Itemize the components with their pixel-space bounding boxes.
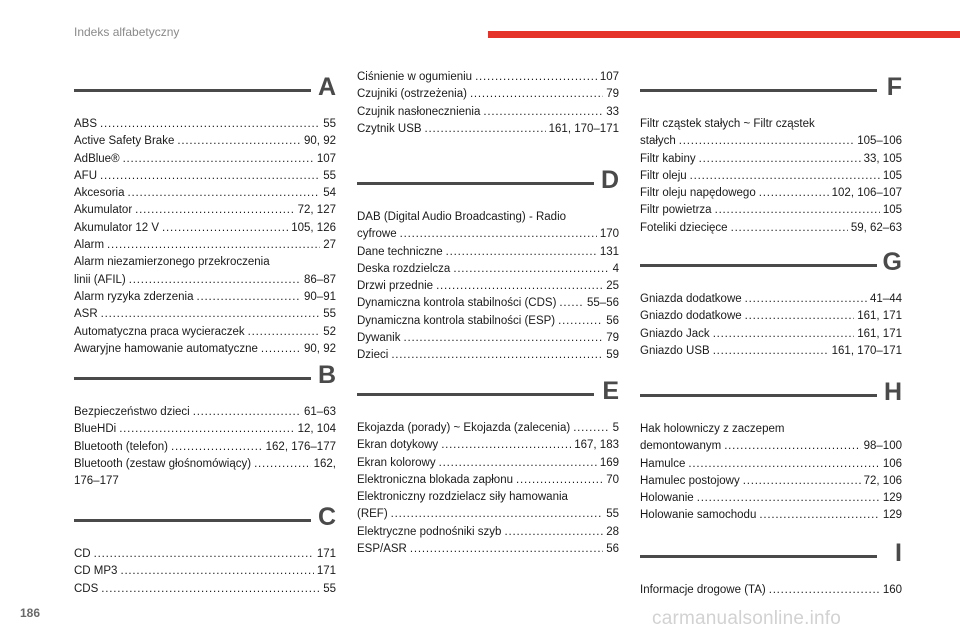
index-entry-page: 161, 170–171 [548, 122, 619, 135]
index-entry [357, 295, 619, 312]
index-entry-label: Ekran kolorowy [357, 456, 436, 469]
index-entry [74, 116, 336, 133]
index-entry-page: 162, 176–177 [265, 440, 336, 453]
dot-leader [425, 121, 546, 138]
dot-leader [724, 438, 860, 455]
index-entry-label: Czujnik nasłonecznienia [357, 105, 481, 118]
index-entry-page: 52 [323, 325, 336, 338]
section-entries [640, 291, 902, 360]
index-entry-label: Dynamiczna kontrola stabilności (ESP) [357, 314, 556, 327]
index-entry-page: 129 [882, 492, 902, 505]
index-entry-page: 90–91 [304, 290, 336, 303]
section-entries [640, 116, 902, 237]
dot-leader [558, 313, 603, 330]
dot-leader [197, 289, 302, 306]
section-entries [640, 421, 902, 525]
index-entry-label: Awaryjne hamowanie automatyczne [74, 342, 258, 355]
dot-leader [516, 472, 603, 489]
dot-leader [690, 168, 880, 185]
index-entry-label: Akumulator [74, 204, 133, 217]
dot-leader [119, 421, 294, 438]
index-entry [640, 438, 902, 455]
index-entry-label: CD [74, 548, 91, 560]
section-rule [357, 182, 594, 185]
index-entry-page: 105, 126 [291, 221, 336, 234]
dot-leader [193, 404, 301, 421]
dot-leader [697, 490, 880, 507]
index-entry-label: Gniazda dodatkowe [640, 293, 742, 305]
index-entry [357, 278, 619, 295]
index-entry-page: 56 [606, 543, 619, 556]
index-entry [357, 437, 619, 454]
index-entry [74, 439, 336, 456]
section-letter: B [317, 361, 336, 389]
index-entry-page: 131 [599, 245, 619, 258]
index-entry-label: CD MP3 [74, 565, 118, 578]
index-entry-page: 25 [606, 280, 619, 293]
index-section [640, 72, 902, 237]
index-entry-page: 160 [882, 584, 902, 596]
index-entry [640, 185, 902, 202]
index-entry-page: 33, 105 [863, 152, 902, 165]
section-header [640, 72, 902, 108]
index-entry [357, 347, 619, 364]
dot-leader [107, 237, 320, 254]
index-entry-page: 105 [882, 204, 902, 217]
index-entry [74, 272, 336, 289]
index-entry [74, 220, 336, 237]
index-entry [74, 421, 336, 438]
dot-leader [573, 420, 609, 437]
dot-leader [100, 116, 320, 133]
section-rule [74, 377, 311, 380]
index-entry-page: 102, 106–107 [831, 187, 902, 200]
index-entry-label: Deska rozdzielcza [357, 262, 451, 275]
index-entry-label: Hamulec postojowy [640, 474, 740, 487]
index-entry [640, 291, 902, 308]
index-entry-label: Filtr kabiny [640, 152, 696, 165]
index-entry [640, 133, 902, 150]
dot-leader [441, 437, 571, 454]
index-entry-line: Alarm niezamierzonego przekroczenia [74, 256, 270, 269]
dot-leader [171, 439, 263, 456]
dot-leader [731, 220, 848, 237]
index-entry-label: Alarm [74, 239, 105, 252]
index-entry-label: Elektryczne podnośniki szyb [357, 525, 502, 538]
section-letter: F [886, 73, 902, 101]
index-entry-label: Czytnik USB [357, 122, 422, 135]
dot-leader [94, 546, 314, 563]
section-letter: G [882, 248, 902, 276]
index-entry [640, 168, 902, 185]
index-entry-line: Hak holowniczy z zaczepem [640, 423, 785, 435]
index-entry-page: 5 [612, 422, 619, 434]
index-entry-page: 161, 170–171 [831, 344, 902, 357]
index-entry-label: Dywanik [357, 332, 401, 345]
index-entry [357, 506, 619, 523]
index-entry-label: Filtr oleju napędowego [640, 187, 756, 200]
dot-leader [177, 133, 301, 150]
index-entry [640, 326, 902, 343]
dot-leader [254, 456, 311, 473]
index-entry-label: Dane techniczne [357, 245, 443, 258]
index-entry [357, 69, 619, 86]
index-entry-page: 61–63 [304, 406, 336, 418]
section-entries [74, 546, 336, 598]
index-entry-label: ABS [74, 118, 98, 130]
index-entry-label: cyfrowe [357, 228, 397, 241]
index-entry-page: 55 [323, 118, 336, 130]
index-entry-label: Holowanie [640, 492, 694, 505]
index-entry [640, 343, 902, 360]
index-entry-line: 176–177 [74, 475, 119, 488]
index-entry-page: 169 [599, 456, 619, 469]
index-entry [74, 341, 336, 358]
section-header [357, 376, 619, 412]
index-entry-page: 55 [323, 169, 336, 182]
index-entry [74, 289, 336, 306]
section-entries [640, 582, 902, 599]
section-entries [357, 420, 619, 558]
dot-leader [679, 133, 854, 150]
index-entry [357, 226, 619, 243]
index-entry-line: Elektroniczny rozdzielacz siły hamowania [357, 491, 568, 504]
dot-leader [483, 104, 603, 121]
index-entry [357, 104, 619, 121]
index-entry-label: (REF) [357, 508, 388, 521]
section-header [640, 247, 902, 283]
section-entries [357, 209, 619, 365]
index-entry [640, 507, 902, 524]
dot-leader [745, 308, 855, 325]
index-entry-page: 59 [606, 349, 619, 362]
index-entry [640, 220, 902, 237]
dot-leader [436, 278, 603, 295]
dot-leader [715, 202, 880, 219]
index-entry-page: 107 [599, 71, 619, 83]
index-entry-page: 129 [882, 509, 902, 522]
page-header-title: Indeks alfabetyczny [74, 25, 180, 39]
index-entry [74, 306, 336, 323]
section-rule [640, 394, 877, 397]
index-entry-label: Hamulce [640, 457, 686, 470]
index-section [357, 69, 619, 138]
header-accent-bar [488, 31, 960, 38]
index-entry [640, 582, 902, 599]
section-letter: D [600, 166, 619, 194]
index-entry-page: 55 [323, 582, 336, 595]
index-entry-label: Ciśnienie w ogumieniu [357, 71, 473, 83]
dot-leader [713, 326, 855, 343]
index-entry [74, 404, 336, 421]
index-entry-page: 12, 104 [297, 423, 336, 436]
index-entry [74, 563, 336, 580]
dot-leader [470, 86, 603, 103]
index-entry [357, 541, 619, 558]
index-entry-page: 171 [316, 565, 336, 578]
section-rule [74, 519, 311, 522]
index-entry [74, 202, 336, 219]
section-letter: E [602, 377, 619, 405]
dot-leader [400, 226, 597, 243]
index-entry-page: 171 [316, 548, 336, 560]
section-rule [640, 264, 877, 267]
index-entry-label: Bezpieczeństwo dzieci [74, 406, 190, 418]
watermark: carmanualsonline.info [652, 608, 842, 629]
index-entry-page: 167, 183 [574, 439, 619, 452]
dot-leader [559, 295, 584, 312]
index-entry-page: 72, 127 [297, 204, 336, 217]
index-entry-label: BlueHDi [74, 423, 117, 436]
index-entry-label: Gniazdo USB [640, 344, 710, 357]
dot-leader [769, 582, 880, 599]
index-entry-line: DAB (Digital Audio Broadcasting) - Radio [357, 211, 567, 223]
index-section [74, 72, 336, 358]
section-letter: C [317, 503, 336, 531]
index-entry-page: 170 [599, 228, 619, 241]
dot-leader [120, 563, 313, 580]
index-entry-label: Dynamiczna kontrola stabilności (CDS) [357, 297, 557, 310]
index-entry-page: 162, [313, 457, 336, 470]
index-entry-label: Czujniki (ostrzeżenia) [357, 88, 467, 101]
section-header [640, 377, 902, 413]
dot-leader [248, 324, 321, 341]
dot-leader [391, 506, 604, 523]
section-entries [74, 404, 336, 490]
index-entry-label: AFU [74, 169, 97, 182]
index-entry [640, 308, 902, 325]
index-entry-label: CDS [74, 582, 99, 595]
index-entry-page: 90, 92 [304, 342, 336, 355]
dot-leader [123, 151, 314, 168]
index-entry-label: Gniazdo Jack [640, 327, 710, 340]
index-entry [74, 168, 336, 185]
section-header [357, 165, 619, 201]
index-entry-page: 55 [323, 308, 336, 321]
index-entry-label: stałych [640, 135, 676, 148]
index-entry [357, 455, 619, 472]
index-entry [640, 473, 902, 490]
index-entry-page: 27 [323, 239, 336, 252]
dot-leader [101, 306, 321, 323]
section-header [74, 360, 336, 396]
index-entry-label: Elektroniczna blokada zapłonu [357, 473, 513, 486]
index-entry [357, 313, 619, 330]
index-entry-label: Filtr powietrza [640, 204, 712, 217]
index-section [74, 502, 336, 598]
index-entry-label: ASR [74, 308, 98, 321]
index-entry-page: 4 [612, 262, 619, 275]
dot-leader [129, 272, 301, 289]
index-entry [357, 524, 619, 541]
index-entry-page: 54 [323, 187, 336, 200]
index-entry-label: linii (AFIL) [74, 273, 126, 286]
index-entry [357, 420, 619, 437]
dot-leader [403, 330, 603, 347]
index-entry-label: Filtr oleju [640, 169, 687, 182]
index-entry [357, 121, 619, 138]
index-entry-label: Dzieci [357, 349, 389, 362]
section-header [74, 502, 336, 538]
index-section [640, 247, 902, 360]
index-section [74, 360, 336, 490]
index-entry-label: ESP/ASR [357, 543, 407, 556]
dot-leader [453, 261, 609, 278]
dot-leader [743, 473, 861, 490]
index-entry-label: Bluetooth (zestaw głośnomówiący) [74, 457, 252, 470]
index-entry-page: 98–100 [863, 440, 902, 453]
index-entry-label: Ekran dotykowy [357, 439, 439, 452]
index-entry-label: Active Safety Brake [74, 135, 175, 148]
dot-leader [135, 202, 294, 219]
index-entry-label: Holowanie samochodu [640, 509, 757, 522]
index-entry [74, 133, 336, 150]
index-entry-label: Ekojazda (porady) ~ Ekojazda (zalecenia) [357, 422, 571, 434]
index-entry-line: Filtr cząstek stałych ~ Filtr cząstek [640, 118, 815, 130]
index-section [640, 377, 902, 525]
dot-leader [699, 151, 861, 168]
index-entry-page: 161, 171 [857, 327, 902, 340]
index-section [357, 376, 619, 558]
index-entry-page: 70 [606, 473, 619, 486]
dot-leader [713, 343, 829, 360]
index-entry-page: 56 [606, 314, 619, 327]
index-entry [640, 490, 902, 507]
index-entry-label: Bluetooth (telefon) [74, 440, 168, 453]
index-entry-page: 55–56 [587, 297, 619, 310]
index-entry-page: 28 [606, 525, 619, 538]
section-entries [357, 69, 619, 138]
index-entry-label: Alarm ryzyka zderzenia [74, 290, 194, 303]
index-entry-label: AdBlue® [74, 152, 120, 165]
section-rule [74, 89, 311, 92]
index-entry-page: 55 [606, 508, 619, 521]
index-entry [640, 456, 902, 473]
index-entry [74, 237, 336, 254]
section-letter: A [317, 73, 336, 101]
dot-leader [391, 347, 603, 364]
index-entry-page: 161, 171 [857, 310, 902, 323]
index-entry [357, 244, 619, 261]
index-entry-label: Foteliki dziecięce [640, 221, 728, 234]
section-rule [357, 393, 594, 396]
index-entry-label: Automatyczna praca wycieraczek [74, 325, 245, 338]
dot-leader [101, 581, 320, 598]
index-entry-page: 59, 62–63 [850, 221, 902, 234]
index-entry-label: Gniazdo dodatkowe [640, 310, 742, 323]
index-entry [74, 151, 336, 168]
index-entry-label: Informacje drogowe (TA) [640, 584, 766, 596]
index-entry-label: Drzwi przednie [357, 280, 434, 293]
section-header [640, 538, 902, 574]
index-entry [640, 151, 902, 168]
section-rule [640, 89, 877, 92]
dot-leader [162, 220, 288, 237]
index-entry [357, 472, 619, 489]
index-entry [74, 185, 336, 202]
index-entry-page: 33 [606, 105, 619, 118]
index-entry [357, 330, 619, 347]
index-entry [74, 456, 336, 473]
dot-leader [100, 168, 320, 185]
index-entry [640, 202, 902, 219]
index-entry-page: 41–44 [870, 293, 902, 305]
index-entry-page: 86–87 [304, 273, 336, 286]
dot-leader [439, 455, 597, 472]
index-entry [357, 86, 619, 103]
dot-leader [688, 456, 879, 473]
section-letter: H [883, 378, 902, 406]
index-entry-page: 79 [606, 88, 619, 101]
dot-leader [759, 507, 879, 524]
dot-leader [261, 341, 301, 358]
index-entry-page: 72, 106 [863, 474, 902, 487]
index-entry [357, 261, 619, 278]
index-entry-page: 105 [882, 169, 902, 182]
dot-leader [410, 541, 603, 558]
index-section [357, 165, 619, 365]
index-entry-page: 105–106 [857, 135, 902, 148]
section-entries [74, 116, 336, 358]
index-entry-page: 79 [606, 332, 619, 345]
index-entry-label: Akumulator 12 V [74, 221, 160, 234]
index-entry [74, 581, 336, 598]
index-entry [74, 324, 336, 341]
dot-leader [446, 244, 597, 261]
index-section [640, 538, 902, 599]
index-entry-label: Akcesoria [74, 187, 125, 200]
dot-leader [504, 524, 603, 541]
dot-leader [759, 185, 829, 202]
section-letter: I [895, 539, 902, 567]
dot-leader [475, 69, 597, 86]
dot-leader [128, 185, 321, 202]
index-entry-page: 90, 92 [304, 135, 336, 148]
dot-leader [745, 291, 867, 308]
index-entry-page: 107 [316, 152, 336, 165]
index-entry [74, 546, 336, 563]
index-entry-page: 106 [882, 457, 902, 470]
index-entry-label: demontowanym [640, 440, 722, 453]
page-number: 186 [20, 606, 41, 620]
section-header [74, 72, 336, 108]
section-rule [640, 555, 877, 558]
